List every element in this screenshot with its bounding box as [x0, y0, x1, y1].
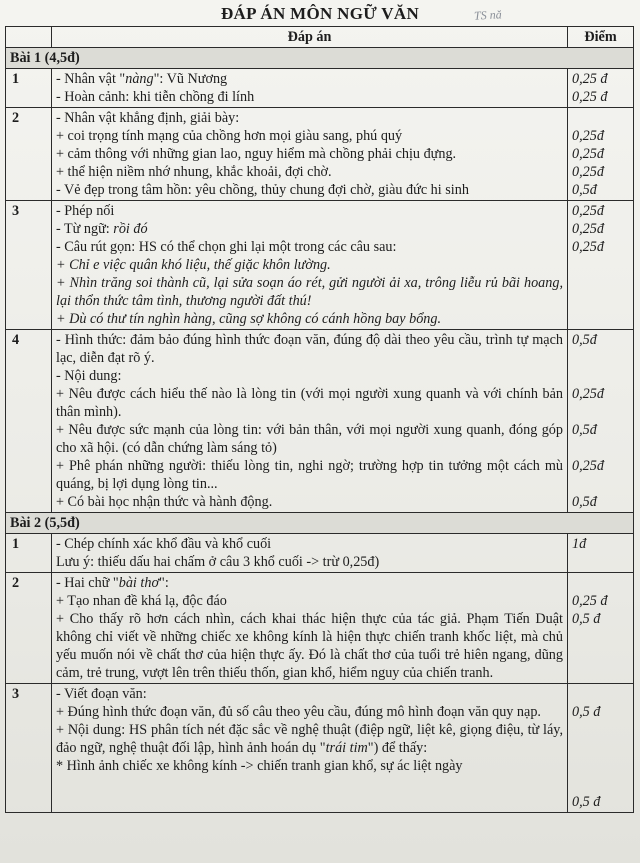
answer-line: - Câu rút gọn: HS có thể chọn ghi lại một trong các câu sau:	[56, 239, 397, 255]
question-number: 4	[6, 330, 52, 513]
page-title: ĐÁP ÁN MÔN NGỮ VĂN	[220, 4, 420, 23]
question-number: 3	[6, 684, 52, 813]
answer-line: - Chép chính xác khổ đầu và khổ cuối	[56, 536, 272, 552]
points-value: 0,25đ	[572, 128, 604, 144]
answer-line: - Nhân vật khẳng định, giải bày:	[56, 110, 240, 126]
answer-line	[56, 574, 563, 592]
points-spacer	[572, 685, 629, 703]
answer-line: - Viết đoạn văn:	[56, 686, 147, 702]
answer-line: + cảm thông với những gian lao, nguy hiểm mà chồng phải chịu đựng.	[56, 146, 457, 162]
answer-line: Lưu ý: thiếu dấu hai chấm ở câu 3 khổ cuối -> trừ 0,25đ)	[56, 554, 380, 570]
answer-cell	[52, 201, 568, 330]
points-value: 0,25đ	[572, 239, 604, 255]
text-part: - Nhân vật "	[56, 71, 126, 87]
text-part: ":	[159, 575, 169, 591]
answer-line: + Có bài học nhận thức và hành động.	[56, 494, 273, 510]
points-spacer	[572, 574, 629, 592]
points-cell	[568, 330, 634, 513]
points-value: 0,25đ	[572, 146, 604, 162]
points-value: 0,5đ	[572, 494, 597, 510]
points-cell	[568, 534, 634, 573]
points-value: 0,5 đ	[572, 794, 601, 810]
text-part: - Từ ngữ:	[56, 221, 114, 237]
answer-line: - Hình thức: đảm bảo đúng hình thức đoạn văn, đúng độ dài theo yêu cầu, trình tự mạch lạc, diễn đạt rõ ý.	[56, 332, 563, 366]
answer-line: - Phép nối	[56, 203, 115, 219]
answer-line: + Dù có thư tín nghìn hàng, cũng sợ không có cánh hồng bay bổng.	[56, 311, 442, 327]
points-cell	[568, 684, 634, 813]
points-spacer	[572, 109, 629, 127]
header-points: Điểm	[568, 27, 634, 48]
answer-line: * Hình ảnh chiếc xe không kính -> chiến tranh gian khổ, sự ác liệt ngày	[56, 758, 463, 774]
header-number	[6, 27, 52, 48]
points-cell	[568, 201, 634, 330]
table-row	[6, 201, 634, 330]
text-part: - Hai chữ "	[56, 575, 119, 591]
header-answer: Đáp án	[52, 27, 568, 48]
answer-line: - Hoàn cảnh: khi tiễn chồng đi lính	[56, 89, 255, 105]
table-row	[6, 330, 634, 513]
answer-line: - Vẻ đẹp trong tâm hồn: yêu chồng, thủy chung đợi chờ, giàu đức hi sinh	[56, 182, 469, 198]
answer-line: + Phê phán những người: thiếu lòng tin, nghi ngờ; trường hợp tin tưởng một cách mù quáng, bị lợi dụng lòng tin...	[56, 458, 563, 492]
text-part: + Nội dung: HS phân tích nét đặc sắc về nghệ thuật (điệp ngữ, liệt kê, giọng điệu, từ láy, đảo ngữ, nghệ thuật đối lập, hình ảnh hoán dụ "	[56, 722, 563, 756]
answer-line: + Đúng hình thức đoạn văn, đủ số câu theo yêu cầu, đúng mô hình đoạn văn quy nạp.	[56, 704, 541, 720]
italic-term: bài thơ	[118, 575, 160, 591]
points-value: 0,25 đ	[572, 89, 608, 105]
points-value: 0,25đ	[572, 203, 604, 219]
answer-table	[5, 26, 634, 813]
answer-line: + Nêu được cách hiểu thế nào là lòng tin (với mọi người xung quanh và với chính bản thân mình).	[56, 386, 563, 420]
answer-cell	[52, 534, 568, 573]
points-value: 0,5 đ	[572, 704, 601, 720]
answer-line: + coi trọng tính mạng của chồng hơn mọi giàu sang, phú quý	[56, 128, 403, 144]
section-row-bai1	[6, 48, 634, 69]
question-number: 1	[6, 69, 52, 108]
section-title: Bài 1 (4,5đ)	[6, 48, 634, 69]
question-number: 3	[6, 201, 52, 330]
italic-term: rồi đó	[113, 221, 148, 237]
text-part: ": Vũ Nương	[153, 71, 228, 87]
points-value: 0,5đ	[572, 422, 597, 438]
answer-line: + thể hiện niềm nhớ nhung, khắc khoải, đợi chờ.	[56, 164, 332, 180]
points-value: 0,5đ	[572, 332, 597, 348]
answer-line	[56, 70, 563, 88]
points-cell	[568, 108, 634, 201]
answer-line: + Nêu được sức mạnh của lòng tin: với bản thân, với mọi người xung quanh, đóng góp cho xã hội. (có dẫn chứng làm sáng tỏ)	[56, 422, 563, 456]
answer-line: + Nhìn trăng soi thành cũ, lại sửa soạn áo rét, gửi người ải xa, trông liễu rủ bãi hoang, lại thổn thức tâm tình, thương người đất thú!	[56, 275, 563, 309]
text-part: ") để thấy:	[367, 740, 428, 756]
points-value: 0,5 đ	[572, 611, 601, 627]
points-value: 0,25đ	[572, 386, 604, 402]
answer-cell	[52, 108, 568, 201]
points-value: 1đ	[572, 536, 587, 552]
answer-line: + Chỉ e việc quân khó liệu, thế giặc khôn lường.	[56, 257, 331, 273]
points-value: 0,25đ	[572, 221, 604, 237]
table-row	[6, 108, 634, 201]
answer-line	[56, 721, 563, 757]
answer-line: + Tạo nhan đề khá lạ, độc đáo	[56, 593, 227, 609]
question-number: 2	[6, 573, 52, 684]
table-row	[6, 684, 634, 813]
points-value: 0,5đ	[572, 182, 597, 198]
answer-cell	[52, 330, 568, 513]
question-number: 1	[6, 534, 52, 573]
section-row-bai2	[6, 513, 634, 534]
italic-term: nàng	[125, 71, 154, 87]
points-value: 0,25đ	[572, 458, 604, 474]
points-cell	[568, 69, 634, 108]
points-value: 0,25 đ	[572, 593, 608, 609]
table-row	[6, 573, 634, 684]
answer-cell	[52, 573, 568, 684]
points-value: 0,25đ	[572, 164, 604, 180]
question-number: 2	[6, 108, 52, 201]
table-header-row	[6, 27, 634, 48]
table-row	[6, 69, 634, 108]
section-title: Bài 2 (5,5đ)	[6, 513, 634, 534]
answer-cell	[52, 684, 568, 813]
answer-line: - Nội dung:	[56, 368, 122, 384]
points-value: 0,25 đ	[572, 71, 608, 87]
table-row	[6, 534, 634, 573]
handwritten-note: TS nă	[473, 7, 503, 23]
answer-cell	[52, 69, 568, 108]
answer-line: + Cho thấy rõ hơn cách nhìn, cách khai thác hiện thực của tác giả. Phạm Tiến Duật không chỉ viết về những chiếc xe không kính là hiện thực chiến tranh khốc liệt, mà chủ yếu muốn nói về chất thơ của hiện thực ấy. Đó là chất thơ của tuổi trẻ hiên ngang, dũng cảm, trẻ trung, vượt lên trên thiếu thốn, gian khổ, hiểm nguy của chiến tranh.	[56, 611, 563, 681]
answer-line	[56, 220, 563, 238]
points-cell	[568, 573, 634, 684]
italic-term: trái tim	[325, 740, 368, 756]
